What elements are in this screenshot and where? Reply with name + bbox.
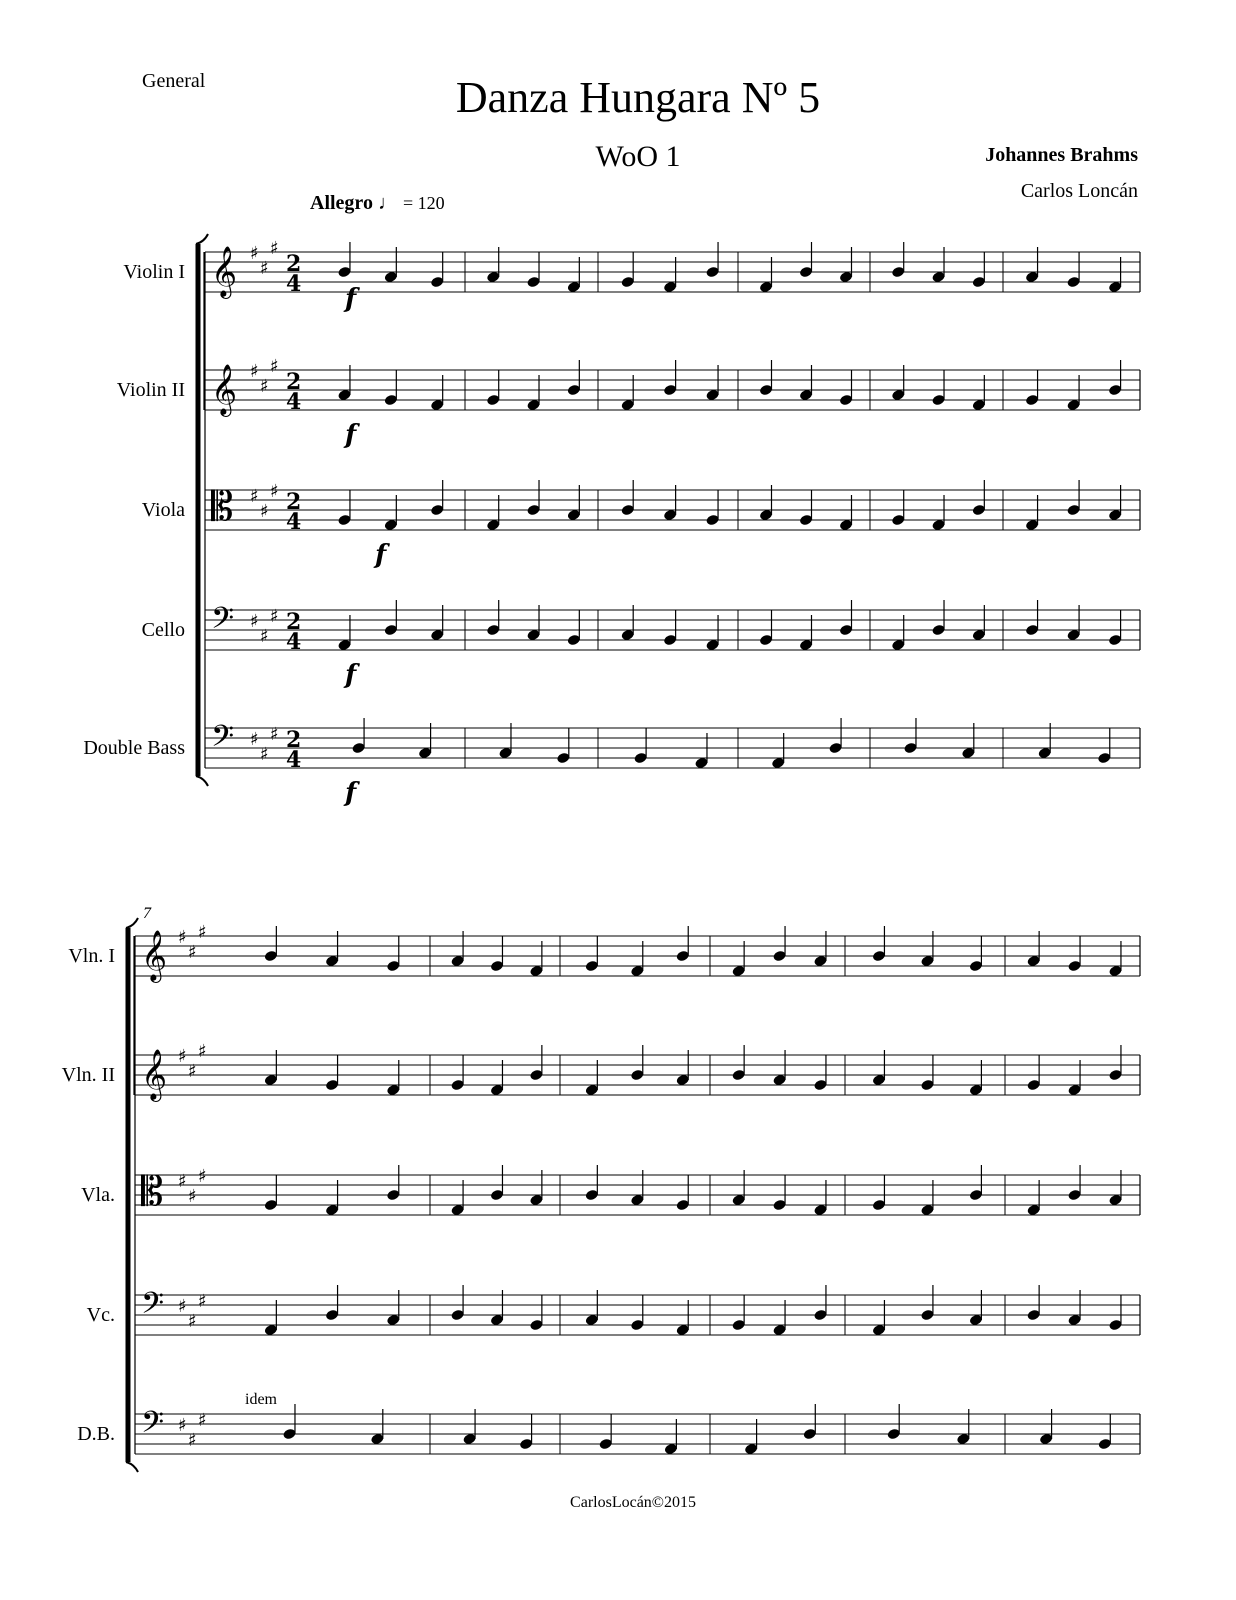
time-signature-top: 2 — [286, 727, 302, 753]
instrument-label: Vln. II — [61, 1064, 115, 1086]
instrument-label: Vln. I — [68, 945, 115, 967]
sharp-icon: ♯ — [188, 942, 197, 963]
bass-annotation: idem — [245, 1391, 277, 1408]
tempo-value: = 120 — [402, 193, 445, 213]
clef-icon: 𝄡 — [141, 1169, 164, 1215]
instrument-label: Violin II — [116, 379, 185, 401]
staff-2 — [117, 356, 1140, 417]
staff-4 — [142, 600, 1140, 655]
sharp-icon: ♯ — [198, 922, 207, 943]
sharp-icon: ♯ — [198, 1041, 207, 1062]
system-1 — [83, 234, 1140, 786]
part-name: General — [142, 70, 206, 92]
quarter-note-icon: ♩ — [377, 192, 398, 214]
arranger: Carlos Loncán — [1020, 180, 1138, 202]
sharp-icon: ♯ — [260, 376, 269, 397]
time-signature-bottom: 4 — [286, 629, 302, 655]
bracket-top-hook — [126, 918, 138, 928]
instrument-label: Violin I — [123, 261, 185, 283]
dynamic-marking: f — [345, 660, 357, 690]
time-signature-bottom: 4 — [286, 271, 302, 297]
sharp-icon: ♯ — [260, 501, 269, 522]
systems-layer — [62, 234, 1140, 1472]
clef-icon: 𝄡 — [211, 484, 234, 530]
instrument-label: Vla. — [81, 1184, 115, 1206]
staff-2 — [62, 1041, 1140, 1102]
clef-icon: 𝄞 — [211, 364, 238, 415]
sharp-icon: ♯ — [270, 724, 279, 745]
staff-5 — [83, 718, 1140, 773]
sharp-icon: ♯ — [188, 1311, 197, 1332]
sharp-icon: ♯ — [178, 1415, 187, 1436]
copyright-footer: CarlosLocán©2015 — [570, 1494, 696, 1511]
sharp-icon: ♯ — [188, 1430, 197, 1451]
instrument-label: Viola — [141, 499, 185, 521]
dynamic-marking: f — [345, 778, 357, 808]
sharp-icon: ♯ — [250, 729, 259, 750]
time-signature-bottom: 4 — [286, 509, 302, 535]
dynamic-marking: f — [345, 284, 357, 314]
sharp-icon: ♯ — [250, 611, 259, 632]
time-signature-top: 2 — [286, 369, 302, 395]
staff-3 — [81, 1165, 1140, 1216]
clef-icon: 𝄞 — [141, 930, 168, 981]
score-subtitle: WoO 1 — [595, 140, 681, 173]
sharp-icon: ♯ — [178, 1171, 187, 1192]
sharp-icon: ♯ — [260, 626, 269, 647]
instrument-label: Double Bass — [83, 737, 185, 759]
sharp-icon: ♯ — [270, 606, 279, 627]
instrument-label: Vc. — [86, 1304, 115, 1326]
staff-1 — [68, 922, 1140, 983]
staff-4 — [87, 1285, 1140, 1336]
sharp-icon: ♯ — [178, 927, 187, 948]
sharp-icon: ♯ — [260, 744, 269, 765]
dynamic-marking: f — [375, 540, 387, 570]
sharp-icon: ♯ — [250, 486, 259, 507]
measure-number: 7 — [143, 905, 151, 922]
time-signature-top: 2 — [286, 609, 302, 635]
time-signature-top: 2 — [286, 489, 302, 515]
time-signature-bottom: 4 — [286, 389, 302, 415]
instrument-label: Cello — [141, 619, 185, 641]
clef-icon: 𝄢 — [141, 1287, 165, 1328]
score-title: Danza Hungara Nº 5 — [455, 73, 821, 122]
sharp-icon: ♯ — [250, 243, 259, 264]
instrument-label: D.B. — [77, 1423, 115, 1445]
tempo-text: Allegro — [310, 192, 373, 214]
clef-icon: 𝄢 — [211, 720, 235, 761]
staff-5 — [77, 1404, 1140, 1455]
sharp-icon: ♯ — [188, 1186, 197, 1207]
clef-icon: 𝄞 — [211, 246, 238, 297]
sharp-icon: ♯ — [198, 1166, 207, 1187]
sharp-icon: ♯ — [188, 1061, 197, 1082]
system-2 — [62, 905, 1140, 1472]
clef-icon: 𝄢 — [141, 1406, 165, 1447]
time-signature-top: 2 — [286, 251, 302, 277]
time-signature-bottom: 4 — [286, 747, 302, 773]
sharp-icon: ♯ — [250, 361, 259, 382]
sharp-icon: ♯ — [178, 1296, 187, 1317]
sharp-icon: ♯ — [260, 258, 269, 279]
clef-icon: 𝄞 — [141, 1049, 168, 1100]
bracket-bottom-hook — [196, 776, 208, 786]
sharp-icon: ♯ — [270, 238, 279, 259]
sharp-icon: ♯ — [198, 1410, 207, 1431]
staff-1 — [123, 238, 1140, 299]
staff-3 — [142, 480, 1140, 535]
sharp-icon: ♯ — [270, 356, 279, 377]
sharp-icon: ♯ — [270, 481, 279, 502]
bracket-bottom-hook — [126, 1462, 138, 1472]
composer: Johannes Brahms — [985, 144, 1138, 166]
sharp-icon: ♯ — [198, 1291, 207, 1312]
sharp-icon: ♯ — [178, 1046, 187, 1067]
clef-icon: 𝄢 — [211, 602, 235, 643]
dynamic-marking: f — [345, 420, 357, 450]
bracket-top-hook — [196, 234, 208, 244]
